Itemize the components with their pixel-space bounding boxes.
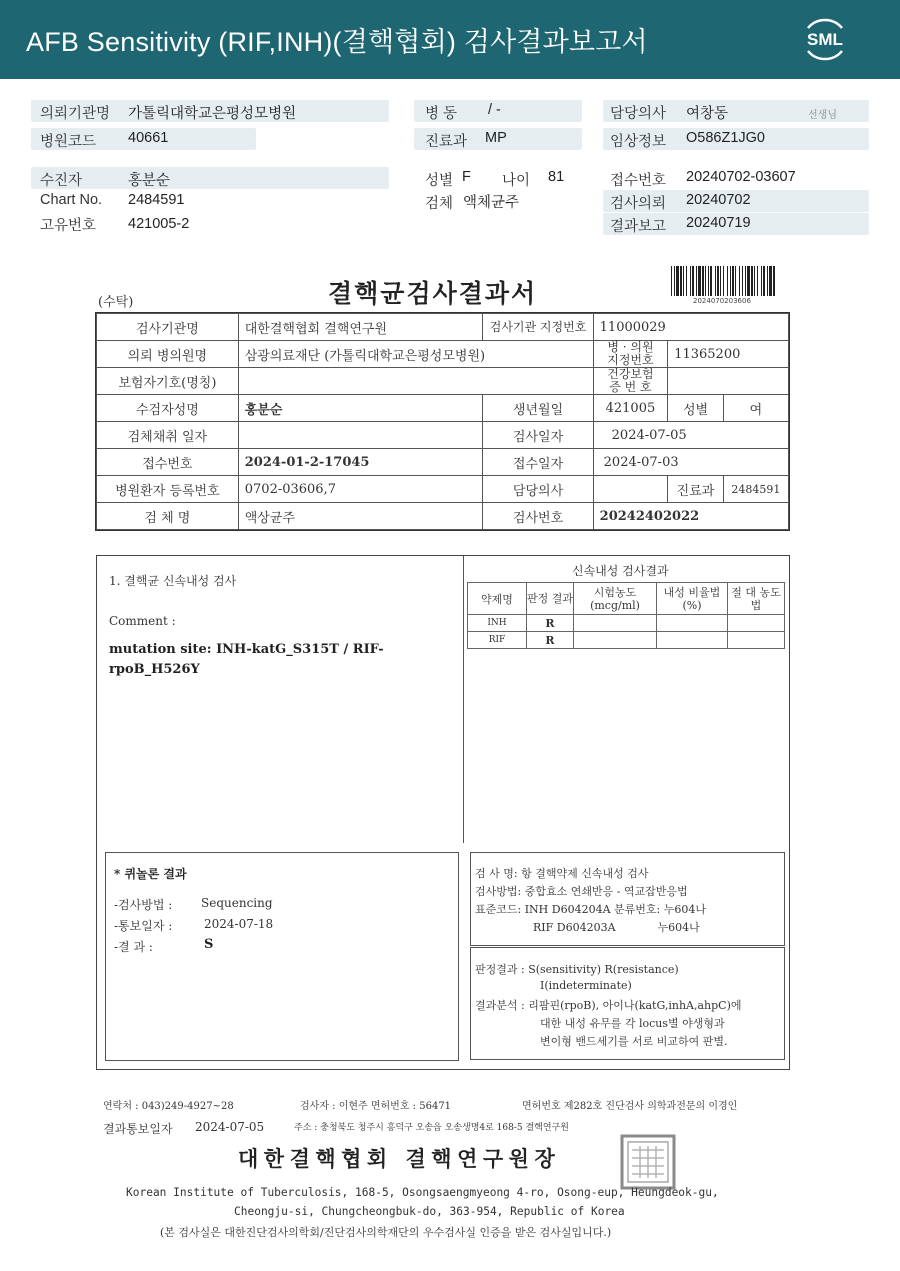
hospital-code-value: 40661 [128,130,169,146]
method-line-1: 검 사 명: 항 결핵약제 신속내성 검사 [475,867,649,880]
footer-contact: 연락처 : 043)249-4927~28 [103,1101,234,1112]
footer-license: 면허번호 제282호 진단검사 의학과전문의 이경인 [522,1101,738,1112]
doctor-value-cell [593,476,668,503]
chart-value: 2484591 [128,192,185,208]
rapid-result-rif: R [527,632,574,649]
sex-label: 성별 [425,173,454,189]
footer-org-sign: 대한결핵협회 결핵연구원장 [238,1146,561,1171]
rapid-table [467,582,785,649]
rapid-header-ratio: 내성 비율법(%) [657,583,728,615]
lab-value: 대한결핵협회 결핵연구원 [238,314,483,341]
doctor-label-cell: 담당의사 [483,476,593,503]
patient-name-label: 수검자성명 [97,395,239,422]
report-info-table [95,312,790,531]
institution-label: 의뢰기관명 [40,106,111,122]
comment-label: Comment : [109,614,176,628]
collect-label: 검체채취 일자 [97,422,239,449]
ward-label: 병 동 [425,106,458,122]
quinolone-date-label: -통보일자 : [114,919,173,933]
lab-label: 검사기관명 [97,314,239,341]
test-no-label: 검사번호 [483,503,593,530]
report-value: 20240719 [686,215,751,231]
page-title: AFB Sensitivity (RIF,INH)(결핵협회) 검사결과보고서 [26,27,648,57]
interp-line-3: 결과분석 : 리팜핀(rpoB), 아이나(katG,inhA,ahpC)에 [475,999,742,1012]
barcode-number: 2024070203606 [693,297,751,305]
receipt-date-label: 접수일자 [483,449,593,476]
receipt-date-value: 2024-07-03 [593,449,788,476]
interp-line-5: 변이형 밴드세기를 서로 비교하여 판별. [540,1035,728,1048]
reg-label: 병원환자 등록번호 [97,476,239,503]
footer-eng-1: Korean Institute of Tuberculosis, 168-5, Osongsaengmyeong 4-ro, Osong-eup, Heungdeok-gu, [126,1186,719,1199]
quinolone-title: * 퀴놀론 결과 [114,867,187,881]
interp-line-4: 대한 내성 유무를 각 locus별 야생형과 [540,1017,725,1030]
dept-value-cell: 2484591 [723,476,788,503]
chart-label: Chart No. [40,192,103,208]
quinolone-date: 2024-07-18 [204,917,274,931]
rapid-drug-rif: RIF [468,632,527,649]
receipt-no-value: 2024-01-2-17045 [238,449,483,476]
dept-label-cell: 진료과 [668,476,724,503]
patient-label: 수진자 [40,173,83,189]
lab-id-value: 11000029 [593,314,788,341]
ward-value: / - [488,102,501,118]
receipt-no-label: 접수번호 [97,449,239,476]
request-value: 20240702 [686,192,751,208]
footer-eng-2: Cheongju-si, Chungcheongbuk-do, 363-954, Republic of Korea [234,1205,625,1218]
patient-row [31,167,389,189]
insured-value [238,368,593,395]
health-value [668,368,789,395]
method-line-2: 검사방법: 중합효소 연쇄반응 - 역교잡반응법 [475,885,688,898]
sex-value-cell: 여 [723,395,788,422]
unique-label: 고유번호 [40,218,97,234]
hospital-code-label: 병원코드 [40,134,97,150]
client-value: 삼광의료재단 (가톨릭대학교은평성모병원) [238,341,593,368]
mutation-site: mutation site: INH-katG_S315T / RIF-rpoB_H526Y [109,642,384,677]
age-label: 나이 [502,173,531,189]
lab-id-label: 검사기관 지정번호 [483,314,593,341]
unique-value: 421005-2 [128,216,190,232]
rapid-title: 신속내성 검사결과 [572,564,669,578]
age-value: 81 [548,169,565,185]
sex-value: F [462,169,471,185]
quinolone-result-label: -결 과 : [114,940,153,954]
dept-label: 진료과 [425,134,468,150]
footer-cert: (본 검사실은 대한진단검사의학회/진단검사의학재단의 우수검사실 인증을 받은 검사실입니다.) [160,1226,612,1239]
copy-mark: (수탁) [98,295,134,310]
specimen-label-cell: 검 체 명 [97,503,239,530]
doctor-value: 여창동 [686,106,729,122]
test-date-value: 2024-07-05 [593,422,788,449]
barcode [671,266,775,296]
doctor-suffix: 선생님 [808,110,837,121]
footer-address: 주소 : 충청북도 청주시 흥덕구 오송읍 오송생명4로 168-5 결핵연구원 [294,1123,569,1133]
doctor-label: 담당의사 [610,106,667,122]
insured-label: 보험자기호(명칭) [97,368,239,395]
method-line-3: 표준코드: INH D604204A 분류번호: 누604나 [475,903,706,916]
reg-value: 0702-03606,7 [238,476,483,503]
receipt-value: 20240702-03607 [686,169,796,185]
collect-value [238,422,483,449]
method-line-4: RIF D604203A 누604나 [533,921,700,934]
rapid-header-abs: 절 대 농도법 [728,583,785,615]
request-label: 검사의뢰 [610,196,667,212]
footer-notify-date: 2024-07-05 [195,1120,265,1134]
footer-tester: 검사자 : 이현주 면허번호 : 56471 [300,1101,452,1112]
dob-value: 421005 [593,395,668,422]
patient-value: 홍분순 [128,173,171,189]
patient-name-value: 홍분순 [238,395,483,422]
client-label: 의뢰 병의원명 [97,341,239,368]
clinical-value: O586Z1JG0 [686,130,765,146]
client-id-label: 병 · 의원 지정번호 [593,341,668,368]
sml-logo [800,14,850,64]
report-label: 결과보고 [610,219,667,235]
specimen-value-cell: 액상균주 [238,503,483,530]
quinolone-method-label: -검사방법 : [114,898,173,912]
health-label: 건강보험 증 번 호 [593,368,668,395]
quinolone-box [105,852,459,1061]
dob-label: 생년월일 [483,395,593,422]
official-seal [620,1134,676,1190]
interp-line-1: 판정결과 : S(sensitivity) R(resistance) [475,963,679,976]
receipt-label: 접수번호 [610,173,667,189]
report-title: 결핵균검사결과서 [328,279,538,308]
sex-label-cell: 성별 [668,395,724,422]
rapid-drug-inh: INH [468,615,527,632]
dept-value: MP [485,130,507,146]
logo-text: SML [807,30,843,49]
rapid-header-result: 판정 결과 [527,583,574,615]
rapid-header-drug: 약제명 [468,583,527,615]
specimen-value: 액체균주 [463,195,520,211]
quinolone-result: S [204,937,214,952]
rapid-header-conc: 시험농도 (mcg/ml) [574,583,657,615]
quinolone-method: Sequencing [201,896,273,910]
specimen-label: 검체 [425,196,454,212]
institution-value: 가톨릭대학교은평성모병원 [128,106,297,122]
results-divider [463,556,464,843]
clinical-label: 임상정보 [610,134,667,150]
header-bar [0,0,900,79]
test-date-label: 검사일자 [483,422,593,449]
footer-notify-label: 결과통보일자 [103,1122,173,1136]
rapid-result-inh: R [527,615,574,632]
client-id-value: 11365200 [668,341,789,368]
interp-line-2: I(indeterminate) [540,979,632,992]
test-no-value: 20242402022 [593,503,788,530]
section-title: 1. 결핵균 신속내성 검사 [109,574,237,588]
